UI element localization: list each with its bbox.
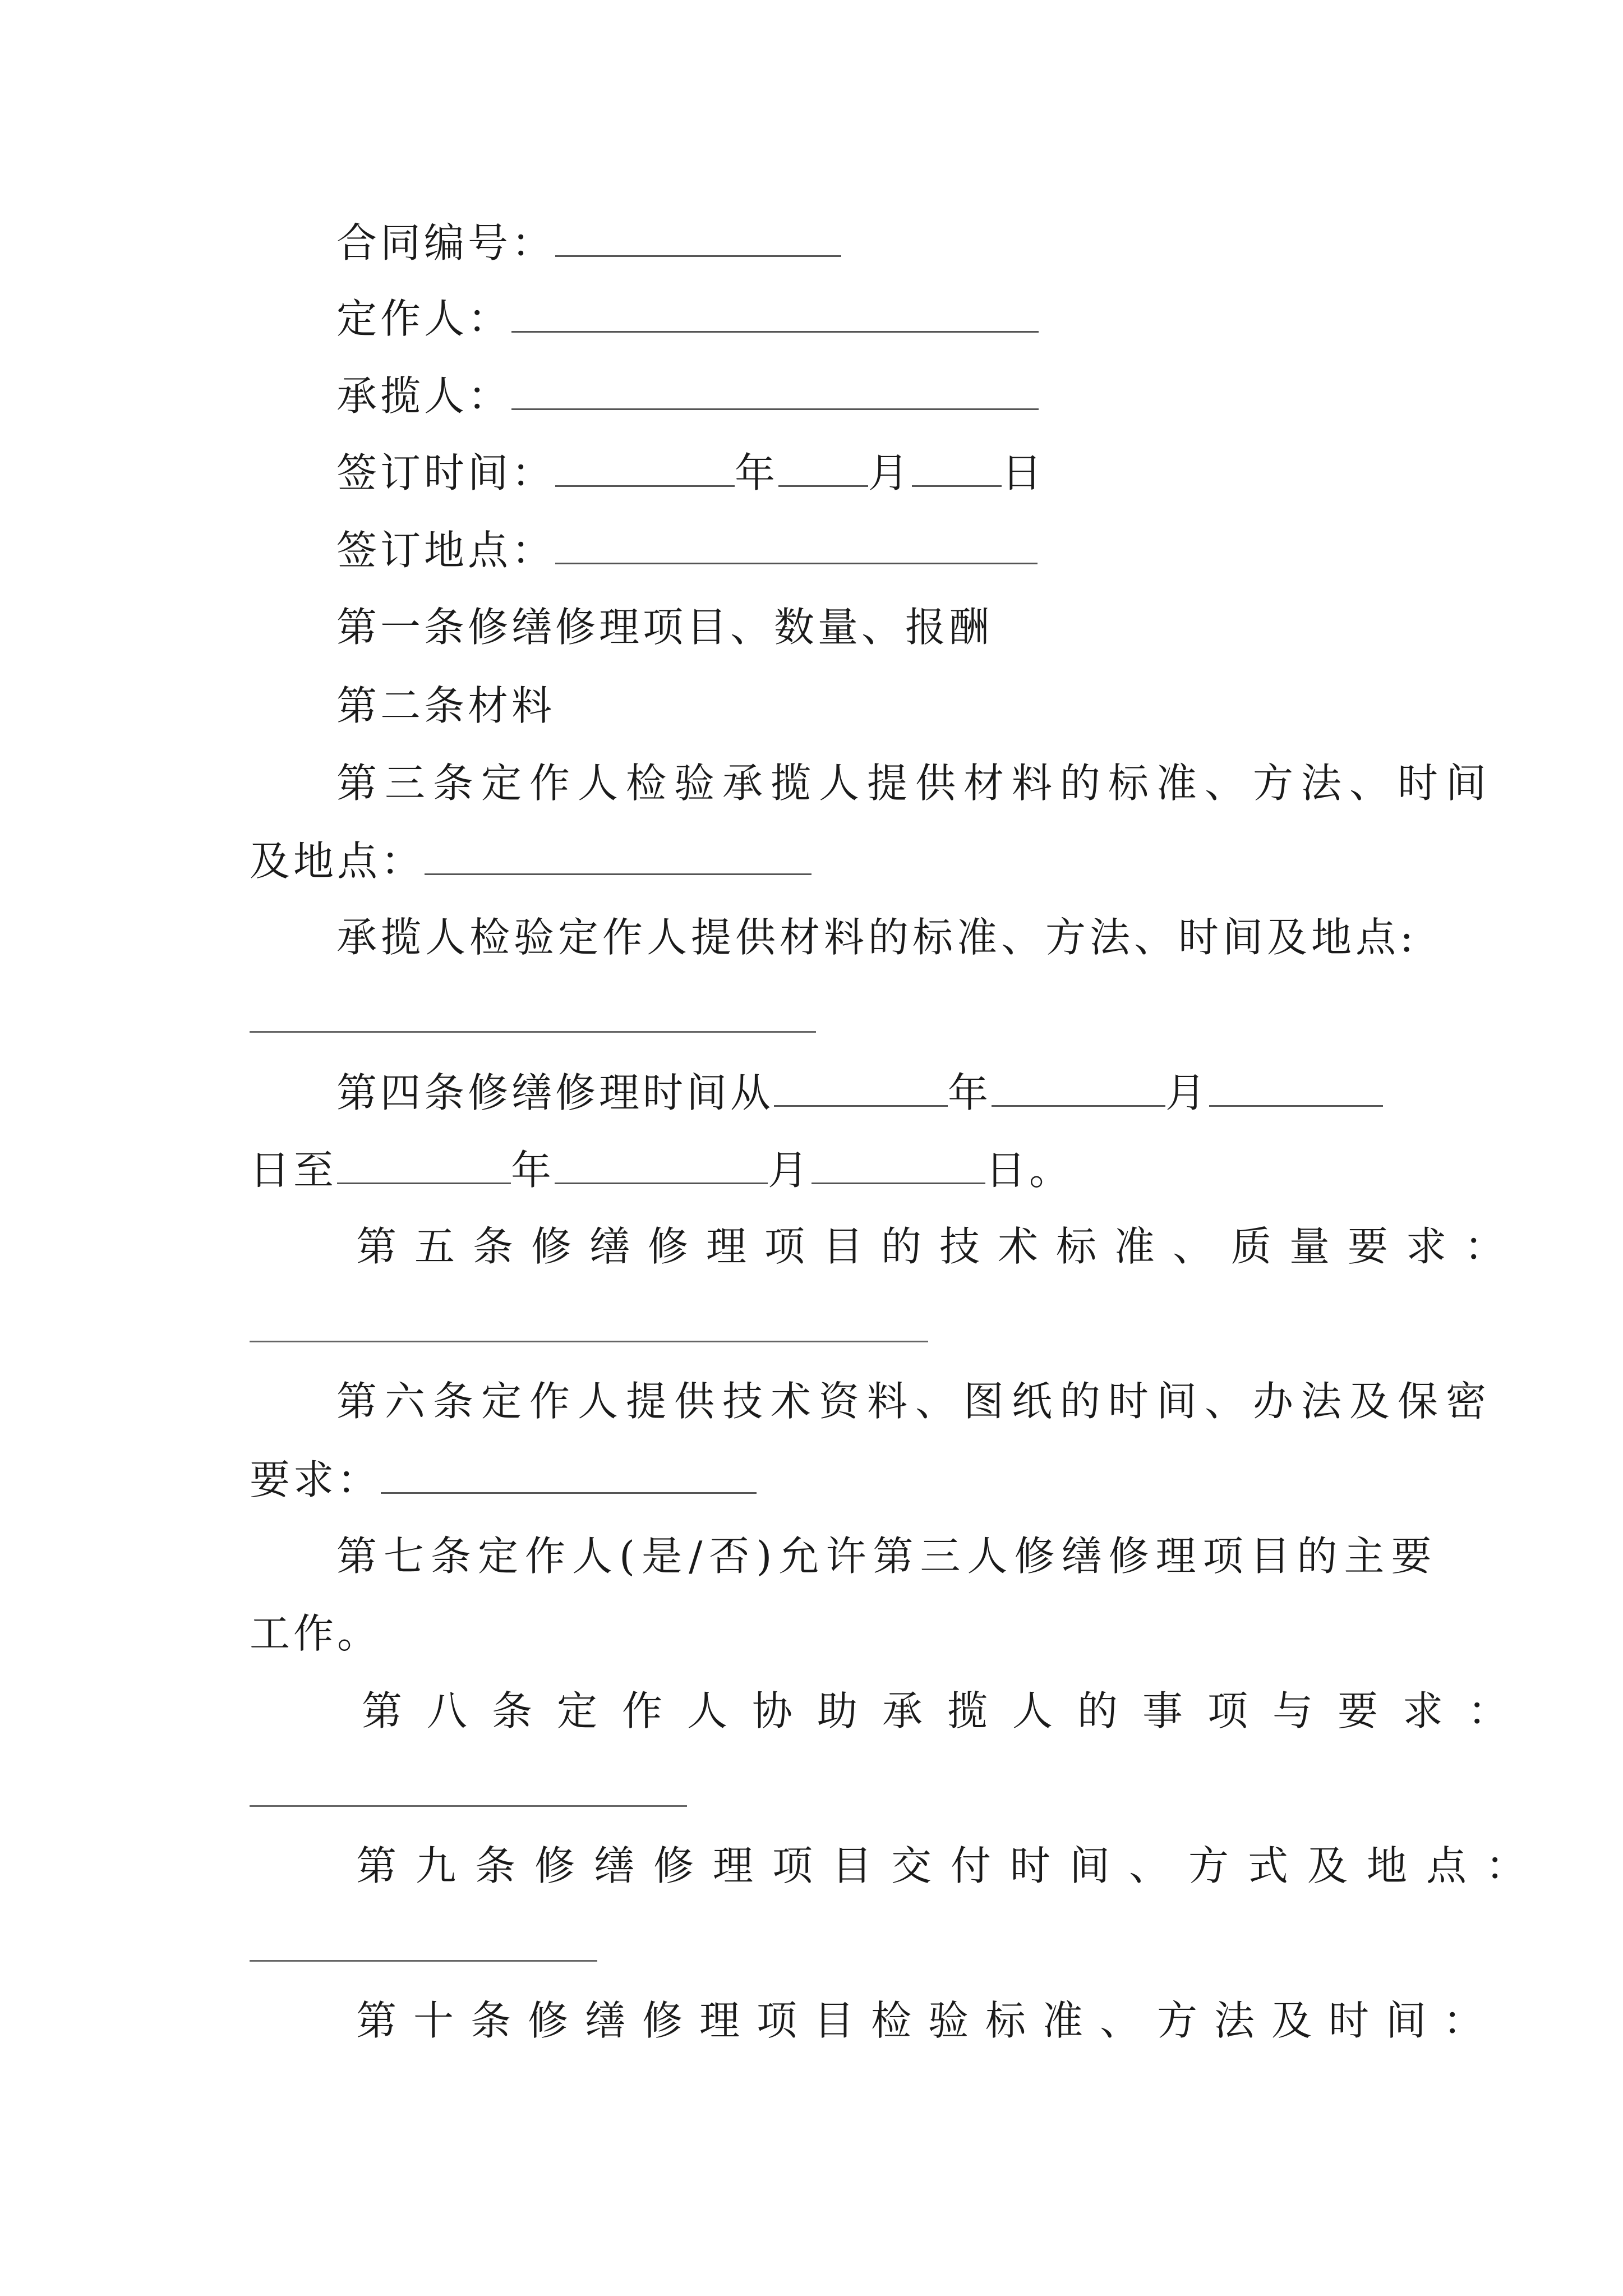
client-blank[interactable] — [511, 297, 1039, 333]
article-4-to-label: 日至 — [250, 1147, 338, 1194]
article-3-place-label: 及地点： — [250, 838, 425, 885]
contractor-row — [336, 372, 1039, 420]
article-4-year-label-1: 年 — [948, 1069, 992, 1116]
client-label: 定作人： — [336, 295, 512, 342]
article-3-blank[interactable] — [425, 840, 811, 875]
sign-year-blank[interactable] — [555, 452, 735, 487]
article-9-blank[interactable] — [250, 1960, 597, 1962]
contract-number-label: 合同编号： — [336, 219, 556, 266]
sign-place-label: 签订地点： — [336, 527, 556, 574]
article-8: 第八条定作人协助承揽人的事项与要求： — [362, 1687, 1533, 1734]
article-4-line-1 — [336, 1069, 1383, 1116]
article-4-from-day-blank[interactable] — [1209, 1071, 1383, 1107]
article-4-month-label-1: 月 — [1165, 1069, 1210, 1116]
article-6-line-1: 第六条定作人提供技术资料、图纸的时间、办法及保密 — [336, 1378, 1495, 1425]
article-2: 第二条材料 — [336, 682, 556, 729]
article-6-line-2 — [250, 1456, 757, 1503]
article-7-line-1: 第七条定作人(是/否)允许第三人修缮修理项目的主要 — [336, 1533, 1438, 1580]
sign-place-row — [336, 527, 1038, 574]
article-6-requirement-label: 要求： — [250, 1456, 381, 1503]
article-4-start: 第四条修缮修理时间从 — [336, 1069, 774, 1116]
article-1: 第一条修缮修理项目、数量、报酬 — [336, 604, 993, 651]
article-4-line-2 — [250, 1147, 1073, 1194]
article-4-from-month-blank[interactable] — [992, 1071, 1165, 1107]
article-4-to-day-blank[interactable] — [811, 1149, 985, 1184]
article-9: 第九条修缮修理项目交付时间、方式及地点： — [356, 1842, 1546, 1889]
article-3-line-2 — [250, 838, 811, 885]
article-4-to-month-blank[interactable] — [555, 1149, 768, 1184]
article-3b-blank[interactable] — [250, 1031, 816, 1033]
contract-number-blank[interactable] — [555, 222, 841, 257]
article-10: 第十条修缮修理项目检验标准、方法及时间： — [356, 1997, 1501, 2044]
article-3-line-1: 第三条定作人检验承揽人提供材料的标准、方法、时间 — [336, 760, 1495, 807]
article-7-line-2: 工作。 — [250, 1610, 381, 1657]
sign-date-label: 签订时间： — [336, 449, 556, 496]
sign-day-blank[interactable] — [912, 452, 1002, 487]
contractor-blank[interactable] — [511, 375, 1039, 410]
article-4-month-label-2: 月 — [768, 1147, 812, 1194]
sign-date-row — [336, 449, 1046, 496]
sign-month-blank[interactable] — [778, 452, 868, 487]
contract-number-row — [336, 219, 841, 266]
sign-place-blank[interactable] — [555, 529, 1038, 564]
month-label: 月 — [868, 449, 912, 496]
article-4-end: 日。 — [985, 1147, 1073, 1194]
article-5: 第五条修缮修理项目的技术标准、质量要求： — [356, 1223, 1523, 1270]
article-4-from-year-blank[interactable] — [774, 1071, 948, 1107]
client-row — [336, 295, 1039, 342]
contractor-label: 承揽人： — [336, 372, 512, 420]
article-5-blank[interactable] — [250, 1341, 928, 1342]
day-label: 日 — [1002, 449, 1046, 496]
article-6-blank[interactable] — [381, 1458, 757, 1494]
article-3b: 承揽人检验定作人提供材料的标准、方法、时间及地点: — [336, 914, 1418, 961]
article-4-year-label-2: 年 — [511, 1147, 555, 1194]
year-label: 年 — [735, 449, 779, 496]
article-8-blank[interactable] — [250, 1805, 687, 1807]
article-4-to-year-blank[interactable] — [337, 1149, 511, 1184]
